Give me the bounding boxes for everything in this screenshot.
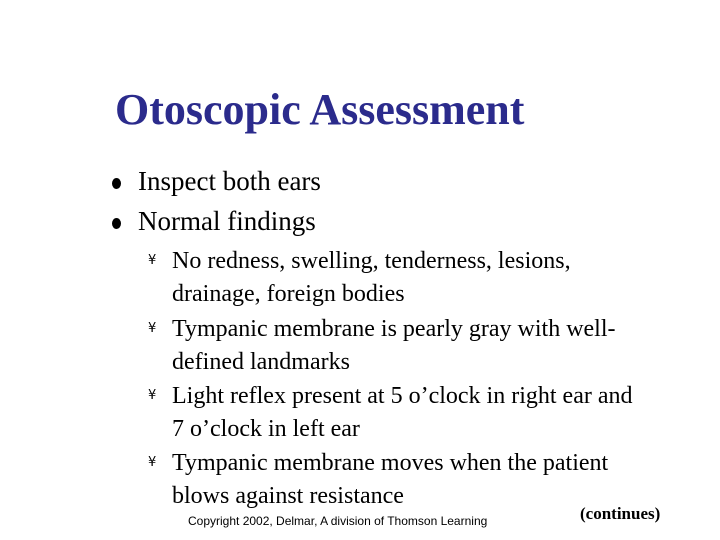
yen-sign-icon: ¥ bbox=[148, 321, 157, 336]
yen-sign-icon: ¥ bbox=[148, 253, 157, 268]
continues-label: (continues) bbox=[580, 504, 661, 523]
sub-bullet-item bbox=[148, 313, 642, 379]
bullet-text: Normal findings bbox=[138, 206, 316, 236]
bullet-item bbox=[138, 206, 316, 236]
bullet-dot-icon bbox=[112, 218, 121, 229]
copyright-notice: Copyright 2002, Delmar, A division of Thomson Learning bbox=[188, 514, 488, 528]
sub-bullet-text: No redness, swelling, tenderness, lesions, drainage, foreign bodies bbox=[172, 248, 571, 307]
yen-sign-icon: ¥ bbox=[148, 388, 157, 403]
sub-bullet-text: Tympanic membrane moves when the patient blows against resistance bbox=[172, 450, 609, 509]
sub-bullet-item bbox=[148, 447, 642, 513]
sub-bullet-text: Tympanic membrane is pearly gray with well-defined landmarks bbox=[172, 316, 616, 375]
sub-bullet-item bbox=[148, 245, 642, 311]
slide-title: Otoscopic Assessment bbox=[115, 85, 525, 134]
sub-bullet-text: Light reflex present at 5 o’clock in right ear and 7 o’clock in left ear bbox=[172, 383, 633, 442]
bullet-dot-icon bbox=[112, 178, 121, 189]
yen-sign-icon: ¥ bbox=[148, 455, 157, 470]
bullet-text: Inspect both ears bbox=[138, 166, 321, 196]
bullet-item bbox=[138, 166, 321, 196]
sub-bullet-item bbox=[148, 380, 642, 446]
